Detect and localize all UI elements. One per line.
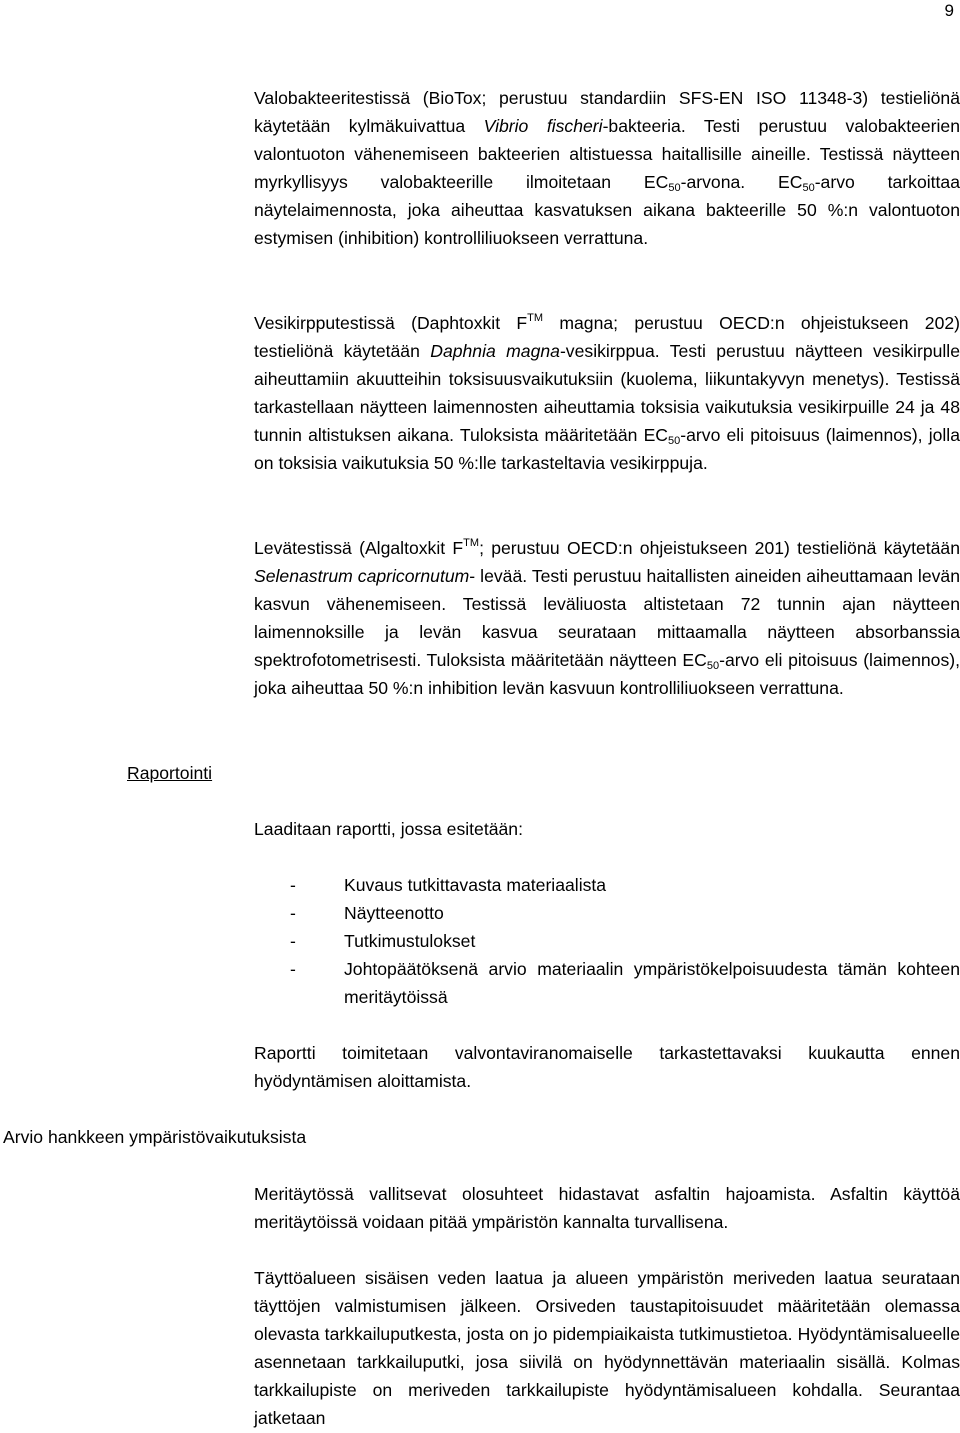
biotox-ec-subscript-2: 50 — [802, 182, 815, 195]
list-item-text: Kuvaus tutkittavasta materiaalista — [344, 875, 607, 895]
list-dash: - — [290, 875, 296, 895]
list-item-text: Tutkimustulokset — [344, 931, 476, 952]
report-contents-list — [290, 871, 960, 1011]
list-item-text: Johtopäätöksenä arvio materiaalin ympäristökelpoisuudesta tämän kohteen meritäytöissä — [344, 959, 960, 1008]
daphtox-text-1: Vesikirpputestissä (Daphtoxkit F — [254, 313, 528, 333]
list-item — [290, 899, 960, 927]
biotox-text-2: -bakteeria. Testi perustuu valobakteerien valontuoton vähenemiseen bakteerien altistuessa haitallisille aineille. Testissä näytteen myrkyllisyys valobakteerille ilmoitetaan EC — [254, 116, 960, 193]
list-item-text: Näytteenotto — [344, 903, 444, 924]
algal-ec-subscript: 50 — [706, 660, 720, 673]
algal-text-3: - levää. Testi perustuu haitallisten aineiden aiheuttamaan levän kasvun vähenemiseen. Testissä leväliuosta altistetaan 72 tunnin ajan näytteen laimennoksille ja levän kasvua seurataan mittaamalla näytteen absorbanssia spektrofotometrisesti. Tuloksista määritetään näytteen EC — [254, 566, 960, 671]
reporting-heading: Raportointi — [127, 763, 213, 783]
algal-text-1: Levätestissä (Algaltoxkit F — [254, 538, 464, 558]
assessment-heading: Arvio hankkeen ympäristövaikutuksista — [3, 1127, 307, 1147]
daphtox-ec-subscript: 50 — [668, 435, 681, 448]
algal-text-2: ; perustuu OECD:n ohjeistukseen 201) testieliönä käytetään — [479, 538, 960, 558]
list-item — [290, 955, 960, 1011]
algal-trademark: TM — [463, 537, 480, 549]
daphtox-text-2: magna; perustuu OECD:n ohjeistukseen 202) testieliönä käytetään — [254, 313, 960, 362]
daphtox-species: Daphnia magna — [430, 341, 560, 362]
biotox-text-4: -arvo tarkoittaa näytelaimennosta, joka aiheuttaa kasvatuksen aikana bakteerille 50 %:n valontuoton estymisen (inhibition) kontrolliliuokseen verrattuna. — [254, 172, 960, 249]
assessment-paragraph-2: Täyttöalueen sisäisen veden laatua ja alueen ympäristön meriveden laatua seurataan täyttöjen valmistumisen jälkeen. Orsiveden taustapitoisuudet määritetään olemassa olevasta tarkkailuputkesta, josta on jo pidempiaikaista tutkimustietoa. Hyödyntämisalueelle asennetaan tarkkailuputki, josa siivilä on hyödynnettävän materiaalin sisällä. Kolmas tarkkailupiste on meriveden tarkkailupiste hyödyntämisalueen kohdalla. Seurantaa jatketaan — [254, 1268, 960, 1429]
page-number: 9 — [944, 1, 954, 20]
daphtox-trademark: TM — [527, 312, 544, 324]
daphtox-text-3: -vesikirppua. Testi perustuu näytteen vesikirpulle aiheuttamiin akuutteihin toksisuusvaikutuksiin (kuolema, liikuntakyvyn menetys). Testissä tarkastellaan näytteen laimennosten aiheuttamia toksisia vaikutuksia vesikirpuille 24 ja 48 tunnin altistuksen aikana. Tuloksista määritetään EC — [254, 341, 960, 446]
biotox-species: Vibrio fischeri — [483, 116, 603, 137]
algal-species: Selenastrum capricornutum — [254, 566, 470, 587]
list-dash: - — [290, 931, 296, 952]
list-item — [290, 871, 960, 899]
reporting-delivery-paragraph: Raportti toimitetaan valvontaviranomaiselle tarkastettavaksi kuukautta ennen hyödyntämisen aloittamista. — [254, 1043, 960, 1092]
biotox-text-3: -arvona. EC — [680, 172, 803, 193]
algal-paragraph — [254, 534, 960, 703]
biotox-ec-subscript-1: 50 — [668, 182, 681, 195]
algal-text-4: -arvo eli pitoisuus (laimennos), joka aiheuttaa 50 %:n inhibition levän kasvuun kontrolliliuokseen verrattuna. — [254, 650, 960, 699]
reporting-intro: Laaditaan raportti, jossa esitetään: — [254, 819, 523, 839]
daphtox-text-4: -arvo eli pitoisuus (laimennos), jolla on toksisia vaikutuksia 50 %:lle tarkasteltavia vesikirppuja. — [254, 425, 960, 474]
biotox-text-1: Valobakteeritestissä (BioTox; perustuu standardiin SFS-EN ISO 11348-3) testieliönä käytetään kylmäkuivattua — [254, 88, 960, 137]
list-dash: - — [290, 903, 296, 924]
daphtox-paragraph — [254, 309, 960, 478]
assessment-paragraph-1: Meritäytössä vallitsevat olosuhteet hidastavat asfaltin hajoamista. Asfaltin käyttöä meritäytöissä voidaan pitää ympäristön kannalta turvallisena. — [254, 1184, 960, 1233]
biotox-paragraph — [254, 84, 960, 253]
list-dash: - — [290, 959, 296, 980]
list-item — [290, 927, 960, 955]
